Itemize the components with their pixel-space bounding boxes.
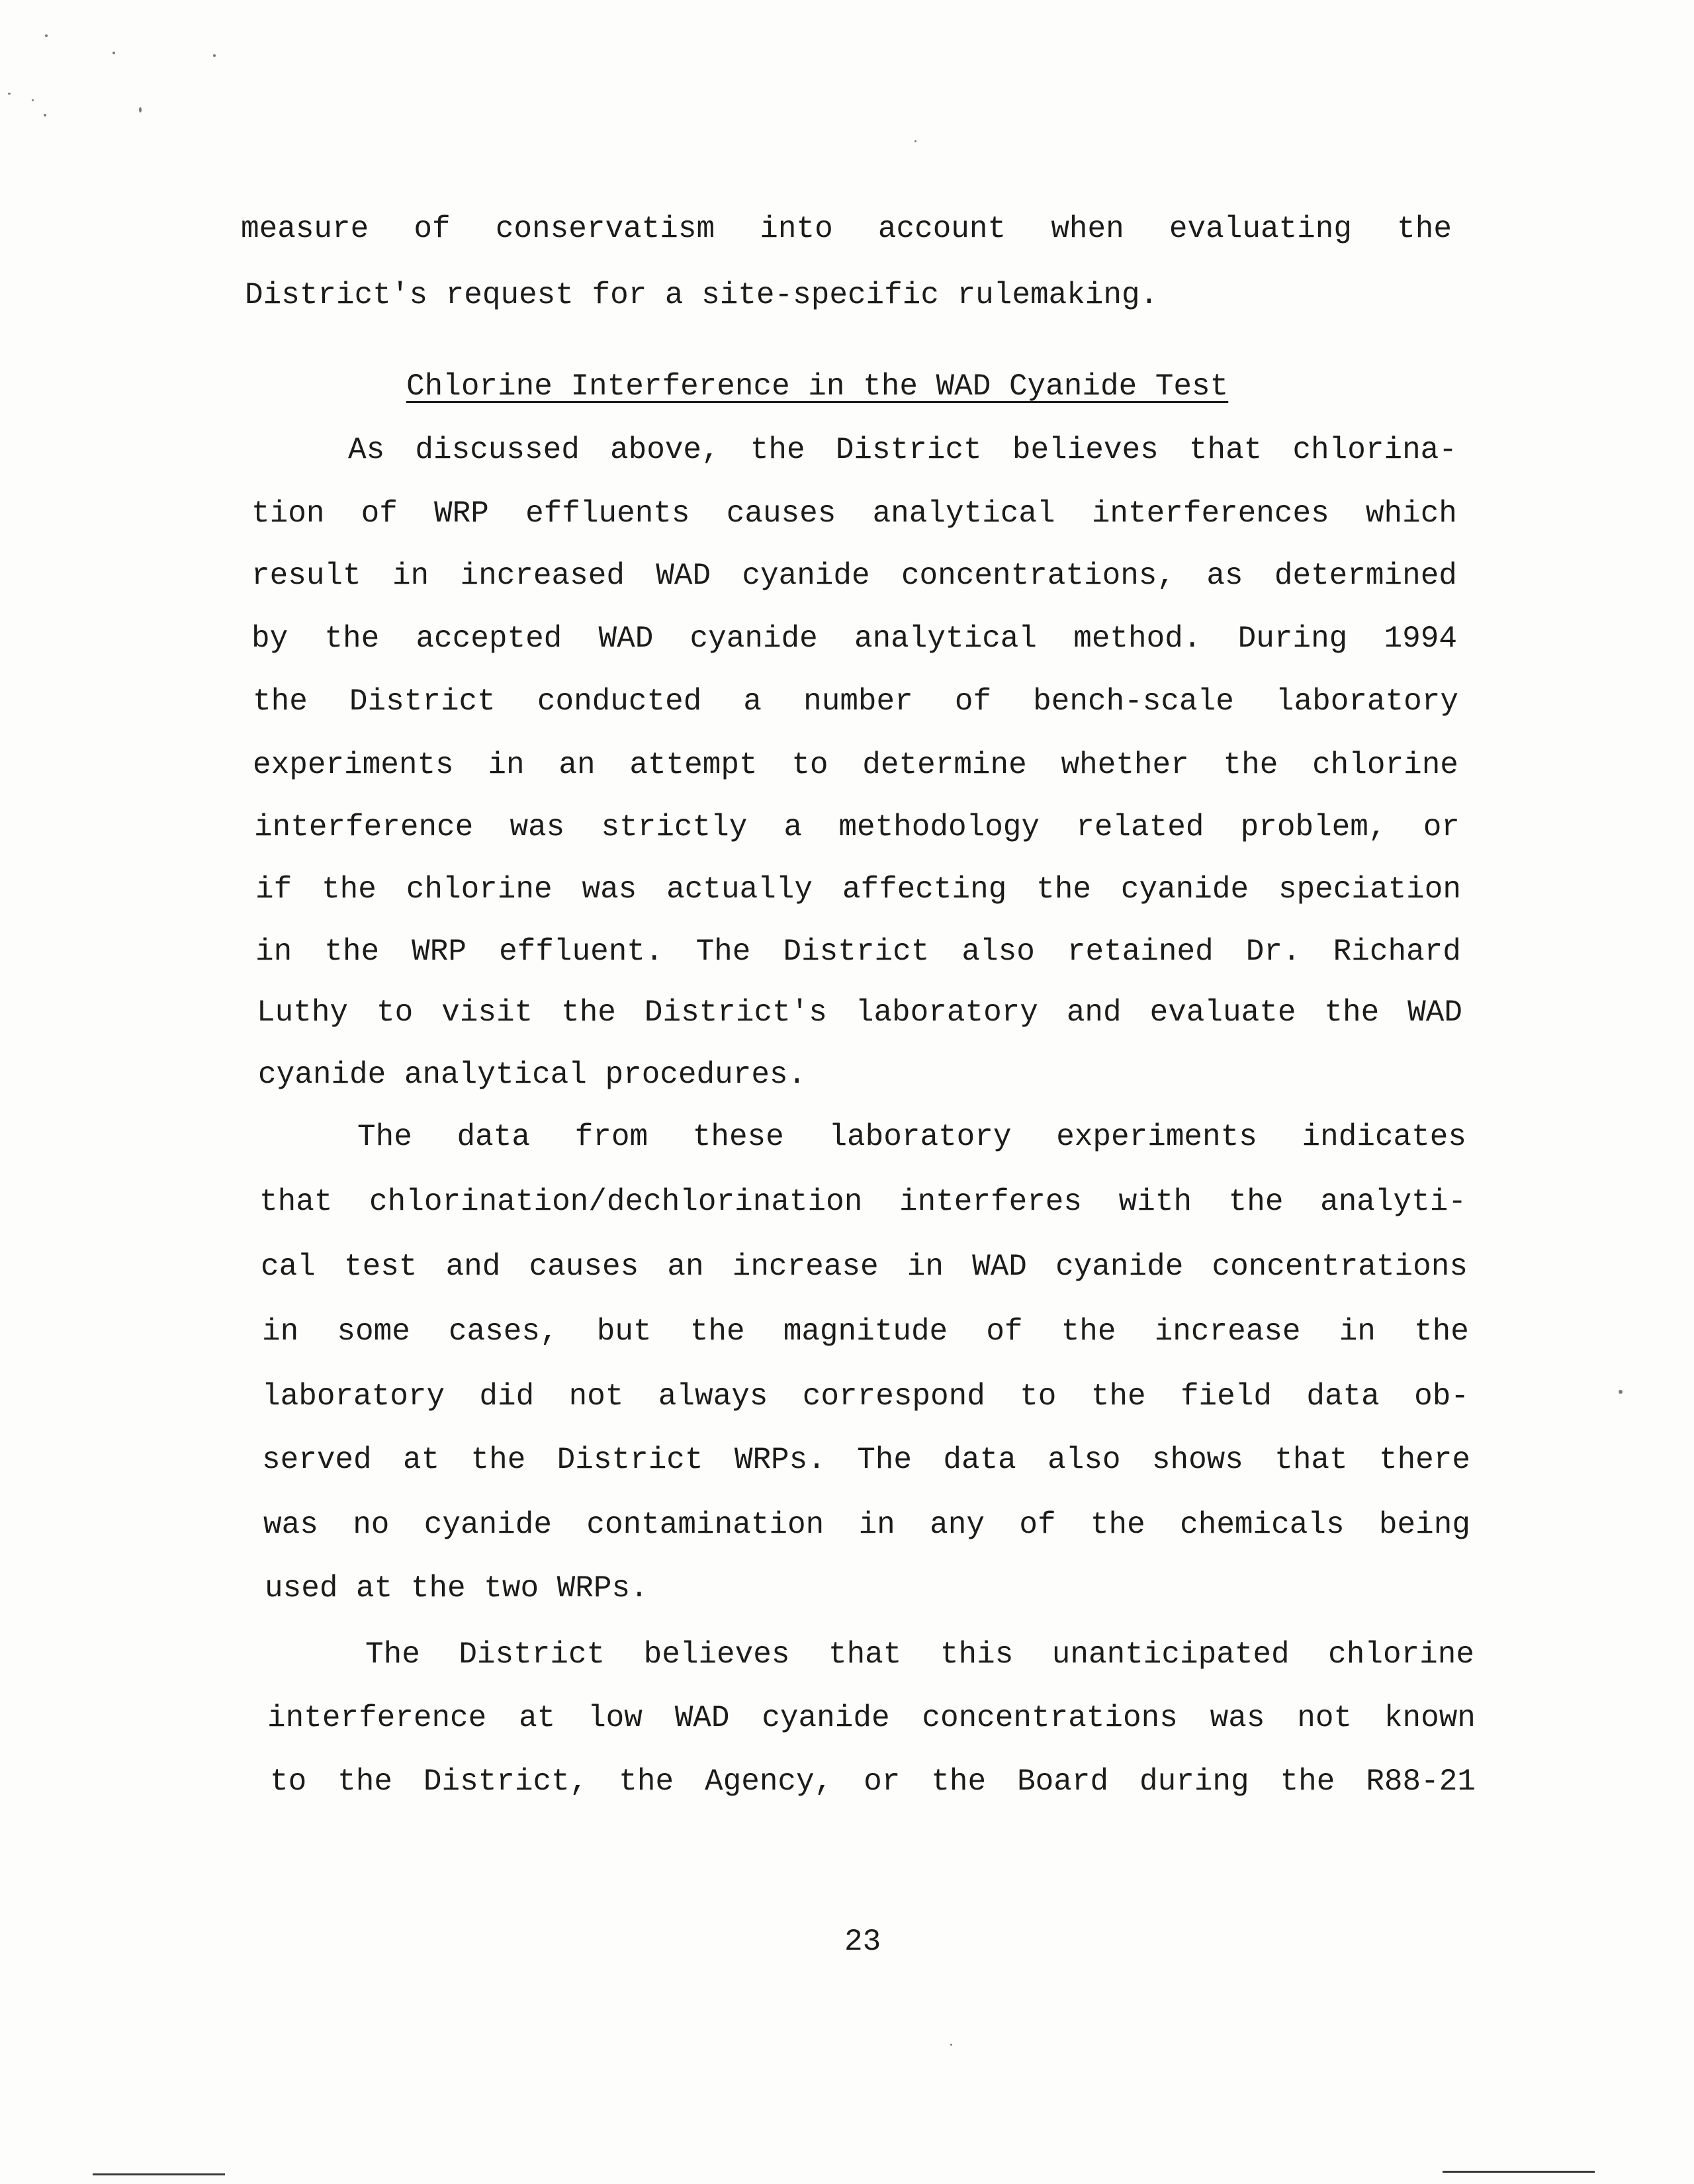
text-line: served at the District WRPs. The data also shows that there xyxy=(262,1443,1470,1477)
scan-speck xyxy=(8,93,11,95)
text-line: The District believes that this unanticipated chlorine xyxy=(365,1637,1474,1672)
section-heading: Chlorine Interference in the WAD Cyanide Test xyxy=(406,369,1229,404)
text-line: cal test and causes an increase in WAD cyanide concentrations xyxy=(261,1250,1468,1284)
scan-speck xyxy=(32,99,34,101)
text-line: used at the two WRPs. xyxy=(265,1571,648,1606)
scan-speck xyxy=(139,107,142,113)
scan-edge-mark xyxy=(93,2173,225,2175)
text-line: by the accepted WAD cyanide analytical method. During 1994 xyxy=(251,621,1457,656)
text-line: interference at low WAD cyanide concentrations was not known xyxy=(267,1701,1476,1735)
text-line: the District conducted a number of bench-scale laboratory xyxy=(253,684,1458,719)
text-line: was no cyanide contamination in any of the chemicals being xyxy=(263,1508,1470,1542)
text-line: to the District, the Agency, or the Board during the R88-21 xyxy=(270,1764,1476,1799)
scan-speck xyxy=(213,54,216,57)
text-line: Luthy to visit the District's laboratory and evaluate the WAD xyxy=(257,995,1462,1030)
text-line: in some cases, but the magnitude of the increase in the xyxy=(262,1314,1469,1349)
text-line: cyanide analytical procedures. xyxy=(258,1058,807,1092)
text-line: laboratory did not always correspond to the field data ob- xyxy=(262,1379,1469,1414)
scan-speck xyxy=(44,114,46,116)
text-line: As discussed above, the District believes that chlorina- xyxy=(348,433,1457,467)
text-line: interference was strictly a methodology related problem, or xyxy=(254,810,1460,844)
page-number: 23 xyxy=(844,1925,881,1959)
scan-edge-mark xyxy=(1443,2171,1595,2173)
scan-speck xyxy=(950,2044,952,2046)
text-line: tion of WRP effluents causes analytical interferences which xyxy=(251,496,1457,531)
text-line: The data from these laboratory experiments indicates xyxy=(357,1120,1466,1154)
text-line: experiments in an attempt to determine whether the chlorine xyxy=(253,748,1458,782)
scan-speck xyxy=(112,52,115,54)
text-line: if the chlorine was actually affecting the cyanide speciation xyxy=(255,872,1461,907)
text-line: in the WRP effluent. The District also retained Dr. Richard xyxy=(255,934,1461,969)
text-line: result in increased WAD cyanide concentrations, as determined xyxy=(251,559,1457,593)
scan-speck xyxy=(914,140,916,142)
scan-speck xyxy=(45,34,48,37)
scan-speck xyxy=(1619,1390,1623,1394)
text-line: that chlorination/dechlorination interferes with the analyti- xyxy=(259,1185,1466,1219)
text-line: District's request for a site-specific rulemaking. xyxy=(245,278,1159,312)
text-line: measure of conservatism into account when evaluating the xyxy=(241,212,1452,246)
